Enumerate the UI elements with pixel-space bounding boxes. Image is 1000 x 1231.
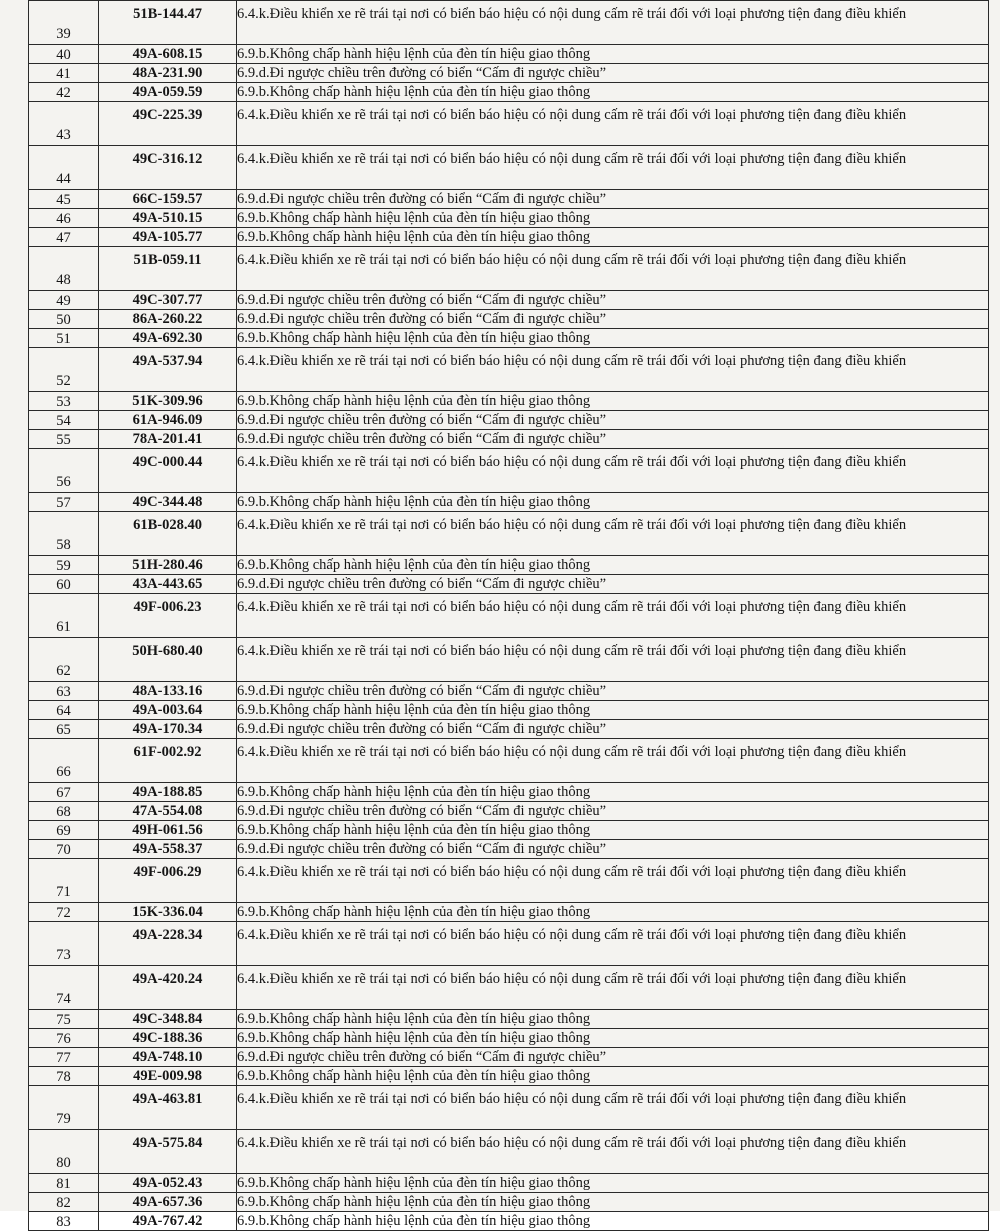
license-plate: 49A-510.15 [99, 209, 237, 228]
violation-description: 6.9.d.Đi ngược chiều trên đường có biển “Cấm đi ngược chiều” [237, 411, 989, 430]
table-row [29, 1174, 989, 1193]
violation-description: 6.9.b.Không chấp hành hiệu lệnh của đèn tín hiệu giao thông [237, 228, 989, 247]
violation-description: 6.9.d.Đi ngược chiều trên đường có biển “Cấm đi ngược chiều” [237, 291, 989, 310]
license-plate: 49A-537.94 [99, 348, 237, 392]
license-plate: 49C-316.12 [99, 146, 237, 190]
row-number: 46 [29, 209, 99, 228]
license-plate: 49C-188.36 [99, 1029, 237, 1048]
row-number: 66 [29, 739, 99, 783]
violation-description: 6.4.k.Điều khiển xe rẽ trái tại nơi có biển báo hiệu có nội dung cấm rẽ trái đối với loại phương tiện đang điều khiển [237, 348, 989, 392]
table-row [29, 821, 989, 840]
violation-description: 6.4.k.Điều khiển xe rẽ trái tại nơi có biển báo hiệu có nội dung cấm rẽ trái đối với loại phương tiện đang điều khiển [237, 1130, 989, 1174]
violation-description: 6.4.k.Điều khiển xe rẽ trái tại nơi có biển báo hiệu có nội dung cấm rẽ trái đối với loại phương tiện đang điều khiển [237, 922, 989, 966]
license-plate: 47A-554.08 [99, 802, 237, 821]
license-plate: 49H-061.56 [99, 821, 237, 840]
license-plate: 49A-558.37 [99, 840, 237, 859]
license-plate: 49C-344.48 [99, 493, 237, 512]
violation-description: 6.4.k.Điều khiển xe rẽ trái tại nơi có biển báo hiệu có nội dung cấm rẽ trái đối với loại phương tiện đang điều khiển [237, 859, 989, 903]
row-number: 55 [29, 430, 99, 449]
violation-description: 6.4.k.Điều khiển xe rẽ trái tại nơi có biển báo hiệu có nội dung cấm rẽ trái đối với loại phương tiện đang điều khiển [237, 512, 989, 556]
license-plate: 51K-309.96 [99, 392, 237, 411]
license-plate: 49A-657.36 [99, 1193, 237, 1212]
license-plate: 15K-336.04 [99, 903, 237, 922]
row-number: 67 [29, 783, 99, 802]
violation-description: 6.9.b.Không chấp hành hiệu lệnh của đèn tín hiệu giao thông [237, 1212, 989, 1231]
table-row [29, 638, 989, 682]
row-number: 54 [29, 411, 99, 430]
table-row [29, 859, 989, 903]
violation-description: 6.9.d.Đi ngược chiều trên đường có biển “Cấm đi ngược chiều” [237, 682, 989, 701]
violation-description: 6.9.b.Không chấp hành hiệu lệnh của đèn tín hiệu giao thông [237, 209, 989, 228]
table-row [29, 720, 989, 739]
row-number: 79 [29, 1086, 99, 1130]
row-number: 45 [29, 190, 99, 209]
row-number: 71 [29, 859, 99, 903]
table-row [29, 83, 989, 102]
row-number: 47 [29, 228, 99, 247]
violation-description: 6.9.d.Đi ngược chiều trên đường có biển “Cấm đi ngược chiều” [237, 1048, 989, 1067]
row-number: 52 [29, 348, 99, 392]
table-row [29, 556, 989, 575]
table-row [29, 903, 989, 922]
license-plate: 48A-133.16 [99, 682, 237, 701]
table-row [29, 1193, 989, 1212]
license-plate: 49C-000.44 [99, 449, 237, 493]
license-plate: 49A-052.43 [99, 1174, 237, 1193]
license-plate: 49A-608.15 [99, 45, 237, 64]
row-number: 82 [29, 1193, 99, 1212]
table-row [29, 209, 989, 228]
violation-description: 6.9.b.Không chấp hành hiệu lệnh của đèn tín hiệu giao thông [237, 1010, 989, 1029]
table-row [29, 146, 989, 190]
row-number: 69 [29, 821, 99, 840]
license-plate: 51B-059.11 [99, 247, 237, 291]
row-number: 83 [29, 1212, 99, 1231]
table-row [29, 228, 989, 247]
table-row [29, 1, 989, 45]
license-plate: 49C-307.77 [99, 291, 237, 310]
row-number: 53 [29, 392, 99, 411]
violation-description: 6.9.d.Đi ngược chiều trên đường có biển “Cấm đi ngược chiều” [237, 190, 989, 209]
violations-table [28, 0, 989, 1231]
violation-description: 6.9.d.Đi ngược chiều trên đường có biển “Cấm đi ngược chiều” [237, 840, 989, 859]
table-row [29, 291, 989, 310]
license-plate: 49A-575.84 [99, 1130, 237, 1174]
row-number: 44 [29, 146, 99, 190]
table-row [29, 840, 989, 859]
row-number: 60 [29, 575, 99, 594]
license-plate: 49A-748.10 [99, 1048, 237, 1067]
violations-table-body [29, 1, 989, 1231]
row-number: 50 [29, 310, 99, 329]
violation-description: 6.9.d.Đi ngược chiều trên đường có biển “Cấm đi ngược chiều” [237, 310, 989, 329]
row-number: 72 [29, 903, 99, 922]
row-number: 56 [29, 449, 99, 493]
table-row [29, 449, 989, 493]
table-row [29, 1010, 989, 1029]
table-row [29, 1029, 989, 1048]
violation-description: 6.9.d.Đi ngược chiều trên đường có biển “Cấm đi ngược chiều” [237, 64, 989, 83]
violation-description: 6.9.d.Đi ngược chiều trên đường có biển “Cấm đi ngược chiều” [237, 720, 989, 739]
license-plate: 49A-059.59 [99, 83, 237, 102]
row-number: 59 [29, 556, 99, 575]
table-row [29, 1048, 989, 1067]
row-number: 39 [29, 1, 99, 45]
row-number: 74 [29, 966, 99, 1010]
violation-description: 6.4.k.Điều khiển xe rẽ trái tại nơi có biển báo hiệu có nội dung cấm rẽ trái đối với loại phương tiện đang điều khiển [237, 638, 989, 682]
table-row [29, 966, 989, 1010]
table-row [29, 430, 989, 449]
row-number: 62 [29, 638, 99, 682]
violation-description: 6.9.b.Không chấp hành hiệu lệnh của đèn tín hiệu giao thông [237, 556, 989, 575]
table-row [29, 922, 989, 966]
license-plate: 49A-228.34 [99, 922, 237, 966]
row-number: 40 [29, 45, 99, 64]
violation-description: 6.4.k.Điều khiển xe rẽ trái tại nơi có biển báo hiệu có nội dung cấm rẽ trái đối với loại phương tiện đang điều khiển [237, 594, 989, 638]
row-number: 63 [29, 682, 99, 701]
license-plate: 49F-006.29 [99, 859, 237, 903]
table-row [29, 682, 989, 701]
row-number: 70 [29, 840, 99, 859]
license-plate: 61B-028.40 [99, 512, 237, 556]
table-row [29, 802, 989, 821]
license-plate: 49C-225.39 [99, 102, 237, 146]
license-plate: 49A-767.42 [99, 1212, 237, 1231]
violation-description: 6.9.b.Không chấp hành hiệu lệnh của đèn tín hiệu giao thông [237, 392, 989, 411]
license-plate: 49A-170.34 [99, 720, 237, 739]
license-plate: 49A-692.30 [99, 329, 237, 348]
violation-description: 6.9.b.Không chấp hành hiệu lệnh của đèn tín hiệu giao thông [237, 1029, 989, 1048]
violation-description: 6.9.b.Không chấp hành hiệu lệnh của đèn tín hiệu giao thông [237, 1193, 989, 1212]
table-row [29, 348, 989, 392]
license-plate: 51H-280.46 [99, 556, 237, 575]
license-plate: 86A-260.22 [99, 310, 237, 329]
row-number: 81 [29, 1174, 99, 1193]
table-row [29, 1212, 989, 1231]
row-number: 68 [29, 802, 99, 821]
license-plate: 43A-443.65 [99, 575, 237, 594]
violation-description: 6.9.b.Không chấp hành hiệu lệnh của đèn tín hiệu giao thông [237, 783, 989, 802]
table-row [29, 594, 989, 638]
row-number: 64 [29, 701, 99, 720]
violation-description: 6.9.d.Đi ngược chiều trên đường có biển “Cấm đi ngược chiều” [237, 575, 989, 594]
row-number: 76 [29, 1029, 99, 1048]
row-number: 43 [29, 102, 99, 146]
table-row [29, 190, 989, 209]
table-row [29, 1086, 989, 1130]
table-row [29, 739, 989, 783]
violation-description: 6.4.k.Điều khiển xe rẽ trái tại nơi có biển báo hiệu có nội dung cấm rẽ trái đối với loại phương tiện đang điều khiển [237, 739, 989, 783]
table-row [29, 45, 989, 64]
row-number: 78 [29, 1067, 99, 1086]
table-row [29, 392, 989, 411]
license-plate: 49C-348.84 [99, 1010, 237, 1029]
table-row [29, 64, 989, 83]
table-row [29, 1067, 989, 1086]
violation-description: 6.9.b.Không chấp hành hiệu lệnh của đèn tín hiệu giao thông [237, 493, 989, 512]
violation-description: 6.9.b.Không chấp hành hiệu lệnh của đèn tín hiệu giao thông [237, 903, 989, 922]
violation-description: 6.4.k.Điều khiển xe rẽ trái tại nơi có biển báo hiệu có nội dung cấm rẽ trái đối với loại phương tiện đang điều khiển [237, 966, 989, 1010]
table-row [29, 701, 989, 720]
row-number: 73 [29, 922, 99, 966]
license-plate: 49F-006.23 [99, 594, 237, 638]
table-row [29, 247, 989, 291]
row-number: 75 [29, 1010, 99, 1029]
row-number: 77 [29, 1048, 99, 1067]
violation-description: 6.9.d.Đi ngược chiều trên đường có biển “Cấm đi ngược chiều” [237, 802, 989, 821]
violation-description: 6.9.d.Đi ngược chiều trên đường có biển “Cấm đi ngược chiều” [237, 430, 989, 449]
license-plate: 51B-144.47 [99, 1, 237, 45]
violation-description: 6.4.k.Điều khiển xe rẽ trái tại nơi có biển báo hiệu có nội dung cấm rẽ trái đối với loại phương tiện đang điều khiển [237, 247, 989, 291]
row-number: 41 [29, 64, 99, 83]
table-row [29, 411, 989, 430]
violation-description: 6.9.b.Không chấp hành hiệu lệnh của đèn tín hiệu giao thông [237, 45, 989, 64]
license-plate: 49A-463.81 [99, 1086, 237, 1130]
row-number: 48 [29, 247, 99, 291]
table-row [29, 783, 989, 802]
violation-description: 6.9.b.Không chấp hành hiệu lệnh của đèn tín hiệu giao thông [237, 821, 989, 840]
row-number: 51 [29, 329, 99, 348]
row-number: 61 [29, 594, 99, 638]
violation-description: 6.4.k.Điều khiển xe rẽ trái tại nơi có biển báo hiệu có nội dung cấm rẽ trái đối với loại phương tiện đang điều khiển [237, 102, 989, 146]
violation-description: 6.4.k.Điều khiển xe rẽ trái tại nơi có biển báo hiệu có nội dung cấm rẽ trái đối với loại phương tiện đang điều khiển [237, 146, 989, 190]
license-plate: 61A-946.09 [99, 411, 237, 430]
license-plate: 50H-680.40 [99, 638, 237, 682]
table-row [29, 310, 989, 329]
license-plate: 49A-188.85 [99, 783, 237, 802]
table-row [29, 102, 989, 146]
license-plate: 61F-002.92 [99, 739, 237, 783]
row-number: 65 [29, 720, 99, 739]
table-row [29, 329, 989, 348]
row-number: 49 [29, 291, 99, 310]
license-plate: 66C-159.57 [99, 190, 237, 209]
table-row [29, 575, 989, 594]
violation-description: 6.9.b.Không chấp hành hiệu lệnh của đèn tín hiệu giao thông [237, 1067, 989, 1086]
row-number: 57 [29, 493, 99, 512]
violation-description: 6.9.b.Không chấp hành hiệu lệnh của đèn tín hiệu giao thông [237, 1174, 989, 1193]
violation-description: 6.9.b.Không chấp hành hiệu lệnh của đèn tín hiệu giao thông [237, 701, 989, 720]
license-plate: 49A-105.77 [99, 228, 237, 247]
row-number: 80 [29, 1130, 99, 1174]
license-plate: 48A-231.90 [99, 64, 237, 83]
table-row [29, 493, 989, 512]
row-number: 58 [29, 512, 99, 556]
violation-description: 6.4.k.Điều khiển xe rẽ trái tại nơi có biển báo hiệu có nội dung cấm rẽ trái đối với loại phương tiện đang điều khiển [237, 1, 989, 45]
license-plate: 49E-009.98 [99, 1067, 237, 1086]
license-plate: 49A-420.24 [99, 966, 237, 1010]
violation-description: 6.4.k.Điều khiển xe rẽ trái tại nơi có biển báo hiệu có nội dung cấm rẽ trái đối với loại phương tiện đang điều khiển [237, 1086, 989, 1130]
table-row [29, 512, 989, 556]
table-row [29, 1130, 989, 1174]
license-plate: 78A-201.41 [99, 430, 237, 449]
license-plate: 49A-003.64 [99, 701, 237, 720]
violation-description: 6.4.k.Điều khiển xe rẽ trái tại nơi có biển báo hiệu có nội dung cấm rẽ trái đối với loại phương tiện đang điều khiển [237, 449, 989, 493]
violation-description: 6.9.b.Không chấp hành hiệu lệnh của đèn tín hiệu giao thông [237, 83, 989, 102]
row-number: 42 [29, 83, 99, 102]
violation-description: 6.9.b.Không chấp hành hiệu lệnh của đèn tín hiệu giao thông [237, 329, 989, 348]
